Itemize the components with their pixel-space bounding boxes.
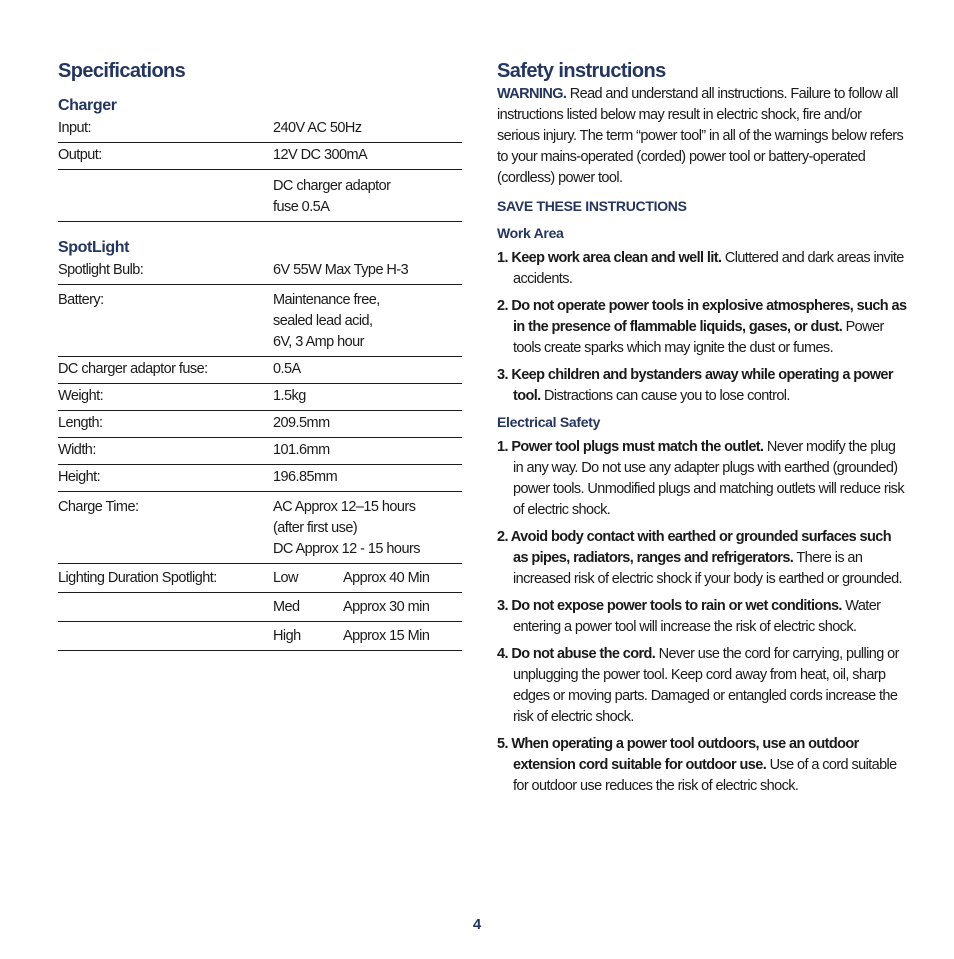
spec-row xyxy=(58,143,462,170)
spec-value: 6V 55W Max Type H-3 xyxy=(273,262,409,278)
spec-row xyxy=(58,465,462,492)
list-item: 5. When operating a power tool outdoors, use an outdoor extension cord suitable for outdoor use. Use of a cord suitable for outdoor use reduces the risk of electric shock. xyxy=(497,736,897,794)
spotlight-table xyxy=(58,258,462,651)
list-item: 1. Power tool plugs must match the outlet. Never modify the plug in any way. Do not use any adapter plugs with earthed (grounded) power tools. Unmodified plugs and matching outlets will reduce risk of electric shock. xyxy=(497,439,904,518)
spec-row xyxy=(58,357,462,384)
duration-time: Approx 40 Min xyxy=(343,570,430,586)
spec-row xyxy=(58,492,462,564)
spec-value: 101.6mm xyxy=(273,442,330,458)
spec-value: AC Approx 12–15 hours (after first use) DC Approx 12 - 15 hours xyxy=(273,499,420,557)
spec-value: 196.85mm xyxy=(273,469,338,485)
spec-value: 1.5kg xyxy=(273,388,306,404)
spec-label: Battery: xyxy=(58,292,104,308)
page-number: 4 xyxy=(472,916,482,933)
specifications-title: Specifications xyxy=(58,60,186,82)
spec-label: Output: xyxy=(58,147,102,163)
spec-row xyxy=(58,384,462,411)
spec-row xyxy=(58,411,462,438)
electrical-safety-heading: Electrical Safety xyxy=(497,414,601,430)
spec-label: Charge Time: xyxy=(58,499,139,515)
duration-row xyxy=(58,622,462,651)
work-area-heading: Work Area xyxy=(497,225,564,241)
duration-time: Approx 30 min xyxy=(343,599,430,615)
spec-label: Weight: xyxy=(58,388,104,404)
spec-label: DC charger adaptor fuse: xyxy=(58,361,208,377)
spec-label: Lighting Duration Spotlight: xyxy=(58,570,217,586)
spec-value: Maintenance free, sealed lead acid, 6V, 3 Amp hour xyxy=(273,292,380,350)
specifications-section xyxy=(58,58,462,651)
spec-value: 12V DC 300mA xyxy=(273,147,368,163)
spec-row xyxy=(58,438,462,465)
spec-value: 240V AC 50Hz xyxy=(273,120,362,136)
spec-label: Spotlight Bulb: xyxy=(58,262,144,278)
spec-label: Height: xyxy=(58,469,101,485)
list-item: 3. Keep children and bystanders away while operating a power tool. Distractions can cause you to lose control. xyxy=(497,367,893,404)
spec-label: Input: xyxy=(58,120,91,136)
warning-label: WARNING. xyxy=(497,86,567,102)
spec-label: Length: xyxy=(58,415,103,431)
duration-level: Med xyxy=(273,599,300,615)
spec-label: Width: xyxy=(58,442,96,458)
duration-row xyxy=(58,593,462,622)
spec-row xyxy=(58,170,462,222)
spec-row xyxy=(58,116,462,143)
spotlight-heading: SpotLight xyxy=(58,239,130,256)
spec-row xyxy=(58,285,462,357)
charger-heading: Charger xyxy=(58,97,117,114)
save-instructions-heading: SAVE THESE INSTRUCTIONS xyxy=(497,198,687,214)
list-item: 4. Do not abuse the cord. Never use the cord for carrying, pulling or unplugging the power tool. Keep cord away from heat, oil, sharp edges or moving parts. Damaged or entangled cords increase the risk of electric shock. xyxy=(497,646,899,725)
spec-value: 0.5A xyxy=(273,361,301,377)
duration-time: Approx 15 Min xyxy=(343,628,430,644)
spec-value: DC charger adaptor fuse 0.5A xyxy=(273,178,391,215)
warning-text: Read and understand all instructions. Failure to follow all instructions listed below may result in electric shock, fire and/or serious injury. The term “power tool” in all of the warnings below refers to your mains-operated (corded) power tool or battery-operated (cordless) power tool. xyxy=(497,86,904,186)
spec-value: 209.5mm xyxy=(273,415,330,431)
duration-level: High xyxy=(273,628,301,644)
safety-title: Safety instructions xyxy=(497,60,666,82)
safety-section xyxy=(497,58,907,803)
duration-row xyxy=(58,564,462,593)
charger-table xyxy=(58,116,462,222)
warning-paragraph xyxy=(497,84,907,189)
list-item: 1. Keep work area clean and well lit. Cluttered and dark areas invite accidents. xyxy=(497,250,904,287)
spec-row xyxy=(58,258,462,285)
spec-label xyxy=(58,597,273,618)
list-item: 2. Avoid body contact with earthed or grounded surfaces such as pipes, radiators, ranges and refrigerators. There is an increased risk of electric shock if your body is earthed or grounded. xyxy=(497,529,902,587)
list-item: 2. Do not operate power tools in explosive atmospheres, such as in the presence of flammable liquids, gases, or dust. Power tools create sparks which may ignite the dust or fumes. xyxy=(497,298,907,356)
duration-level: Low xyxy=(273,570,298,586)
list-item: 3. Do not expose power tools to rain or wet conditions. Water entering a power tool will increase the risk of electric shock. xyxy=(497,598,881,635)
spec-label xyxy=(58,626,273,647)
spec-label xyxy=(58,176,273,218)
